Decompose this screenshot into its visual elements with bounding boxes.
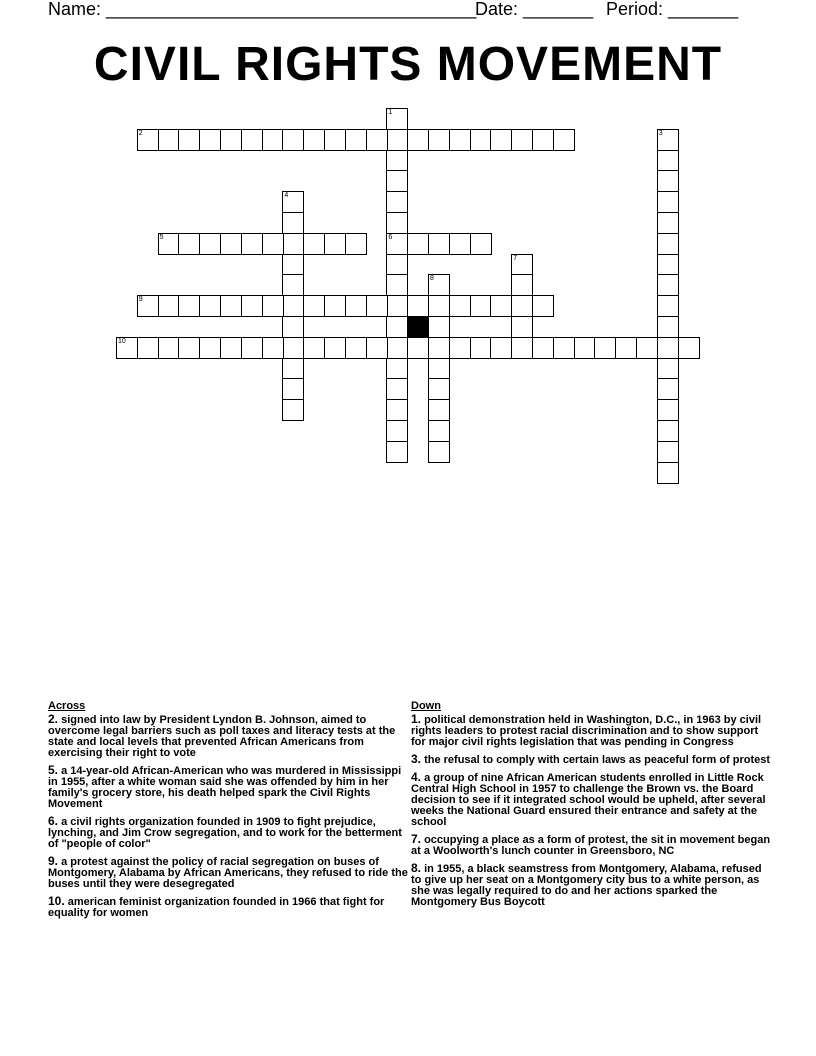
crossword-cell[interactable]	[386, 399, 408, 421]
clue-number: 10	[118, 337, 126, 345]
crossword-cell[interactable]	[199, 129, 221, 151]
crossword-cell[interactable]	[428, 316, 450, 338]
crossword-cell[interactable]	[158, 129, 180, 151]
crossword-cell[interactable]	[386, 170, 408, 192]
clue-number: 6	[388, 233, 393, 241]
clue-label-number: 7.	[411, 832, 422, 846]
clue-label-number: 3.	[411, 752, 422, 766]
across-heading: Across	[48, 700, 86, 712]
clue-text: signed into law by President Lyndon B. Johnson, aimed to overcome legal barriers such as poll taxes and literacy tests at the state and local levels that prevented African Americans from exercising their right to vote	[48, 714, 396, 759]
clue-text: a group of nine African American students enrolled in Little Rock Central High School in 1957 to challenge the Brown vs. the Board decision to see if it integrated school would be upheld, after several weeks the National Guard ensured their entrance and safety at the school	[411, 772, 766, 828]
crossword-cell[interactable]	[303, 129, 325, 151]
crossword-cell[interactable]	[532, 295, 554, 317]
crossword-cell[interactable]	[470, 129, 492, 151]
crossword-cell[interactable]	[511, 129, 533, 151]
crossword-cell[interactable]	[386, 295, 408, 317]
down-clues	[411, 700, 771, 914]
clue-number: 9	[138, 296, 143, 304]
across-clue	[48, 856, 408, 890]
clue-label-number: 9.	[48, 854, 59, 868]
clue-label-number: 2.	[48, 712, 59, 726]
crossword-cell[interactable]	[282, 316, 304, 338]
crossword-cell[interactable]	[282, 129, 304, 151]
clue-label-number: 1.	[411, 712, 422, 726]
clue-number: 2	[138, 129, 143, 137]
crossword-cell[interactable]	[220, 233, 242, 255]
crossword-cell[interactable]	[282, 274, 304, 296]
across-clue	[48, 765, 408, 810]
crossword-cell[interactable]	[137, 129, 159, 151]
crossword-cell[interactable]	[386, 129, 408, 151]
crossword-cell[interactable]	[303, 337, 325, 359]
crossword-cell[interactable]	[553, 129, 575, 151]
crossword-cell[interactable]	[345, 295, 367, 317]
crossword-cell[interactable]	[407, 233, 429, 255]
crossword-cell[interactable]	[428, 274, 450, 296]
crossword-cell[interactable]	[407, 295, 429, 317]
crossword-cell[interactable]	[241, 129, 263, 151]
crossword-grid	[0, 0, 816, 520]
crossword-cell[interactable]	[657, 295, 679, 317]
clue-label-number: 5.	[48, 763, 59, 777]
clue-text: in 1955, a black seamstress from Montgomery, Alabama, refused to give up her seat on a Montgomery city bus to a white person, as she was legally required to do and her actions sparked the Montgomery Bus Boycott	[411, 863, 762, 908]
across-clue	[48, 816, 408, 850]
clue-text: occupying a place as a form of protest, the sit in movement began at a Woolworth's lunch counter in Greensboro, NC	[411, 834, 771, 857]
crossword-cell[interactable]	[324, 337, 346, 359]
clue-label-number: 6.	[48, 814, 59, 828]
crossword-cell[interactable]	[407, 129, 429, 151]
crossword-cell[interactable]	[137, 337, 159, 359]
clue-text: a protest against the policy of racial segregation on buses of Montgomery, Alabama by African Americans, they refused to ride the buses until they were desegregated	[48, 856, 408, 890]
crossword-cell[interactable]	[657, 441, 679, 463]
crossword-cell[interactable]	[428, 358, 450, 380]
crossword-cell[interactable]	[386, 274, 408, 296]
crossword-cell[interactable]	[241, 295, 263, 317]
clue-label-number: 4.	[411, 770, 422, 784]
crossword-cell[interactable]	[158, 233, 180, 255]
clue-label-number: 8.	[411, 861, 422, 875]
page-title: CIVIL RIGHTS MOVEMENT	[93, 38, 723, 91]
crossword-cell[interactable]	[490, 129, 512, 151]
crossword-cell[interactable]	[386, 233, 408, 255]
across-clue	[48, 896, 408, 919]
down-clue	[411, 834, 771, 857]
crossword-cell[interactable]	[158, 337, 180, 359]
crossword-cell[interactable]	[324, 129, 346, 151]
across-clue	[48, 714, 408, 759]
crossword-cell[interactable]	[282, 212, 304, 234]
clue-number: 7	[513, 254, 518, 262]
crossword-cell[interactable]	[282, 233, 304, 255]
down-clue	[411, 754, 771, 766]
crossword-cell[interactable]	[532, 129, 554, 151]
down-clue	[411, 772, 771, 828]
crossword-cell[interactable]	[178, 233, 200, 255]
crossword-cell[interactable]	[178, 337, 200, 359]
crossword-cell[interactable]	[636, 337, 658, 359]
crossword-cell[interactable]	[386, 378, 408, 400]
across-clues	[48, 700, 408, 925]
crossword-cell[interactable]	[657, 129, 679, 151]
crossword-cell[interactable]	[366, 337, 388, 359]
date-field[interactable]: Date: _______	[475, 0, 594, 19]
clue-label-number: 10.	[48, 894, 65, 908]
crossword-cell[interactable]	[386, 441, 408, 463]
clue-text: political demonstration held in Washington, D.C., in 1963 by civil rights leaders to protest racial discrimination and to show support for major civil rights legislation that was pending in Congress	[411, 714, 762, 748]
down-clue	[411, 863, 771, 908]
crossword-cell[interactable]	[282, 378, 304, 400]
crossword-cell[interactable]	[178, 295, 200, 317]
period-field[interactable]: Period: _______	[606, 0, 739, 19]
crossword-cell[interactable]	[428, 129, 450, 151]
crossword-cell[interactable]	[386, 191, 408, 213]
crossword-cell[interactable]	[657, 150, 679, 172]
crossword-cell[interactable]	[199, 337, 221, 359]
crossword-cell[interactable]	[490, 295, 512, 317]
crossword-cell[interactable]	[449, 337, 471, 359]
crossword-cell[interactable]	[428, 233, 450, 255]
crossword-cell[interactable]	[366, 295, 388, 317]
crossword-cell[interactable]	[657, 420, 679, 442]
crossword-cell[interactable]	[657, 399, 679, 421]
clue-text: american feminist organization founded in 1966 that fight for equality for women	[48, 896, 385, 919]
crossword-cell[interactable]	[386, 212, 408, 234]
crossword-cell[interactable]	[594, 337, 616, 359]
crossword-cell[interactable]	[511, 337, 533, 359]
crossword-cell[interactable]	[386, 337, 408, 359]
crossword-cell[interactable]	[574, 337, 596, 359]
crossword-cell[interactable]	[511, 274, 533, 296]
crossword-cell[interactable]	[366, 129, 388, 151]
crossword-cell[interactable]	[490, 337, 512, 359]
crossword-cell[interactable]	[262, 337, 284, 359]
crossword-cell[interactable]	[282, 191, 304, 213]
crossword-cell[interactable]	[657, 191, 679, 213]
crossword-cell[interactable]	[282, 358, 304, 380]
crossword-cell[interactable]	[303, 295, 325, 317]
crossword-cell[interactable]	[470, 233, 492, 255]
down-clue	[411, 714, 771, 748]
clue-text: a civil rights organization founded in 1909 to fight prejudice, lynching, and Jim Crow segregation, and to work for the betterment of "people of color"	[48, 816, 402, 850]
crossword-cell[interactable]	[449, 233, 471, 255]
crossword-cell[interactable]	[428, 337, 450, 359]
clue-number: 4	[284, 192, 289, 200]
crossword-cell[interactable]	[262, 129, 284, 151]
crossword-cell[interactable]	[262, 295, 284, 317]
crossword-cell[interactable]	[241, 233, 263, 255]
crossword-cell[interactable]	[282, 295, 304, 317]
crossword-cell[interactable]	[657, 274, 679, 296]
crossword-cell[interactable]	[158, 295, 180, 317]
crossword-cell[interactable]	[657, 170, 679, 192]
crossword-cell[interactable]	[428, 295, 450, 317]
crossword-cell[interactable]	[241, 337, 263, 359]
crossword-cell[interactable]	[511, 254, 533, 276]
crossword-cell[interactable]	[386, 150, 408, 172]
crossword-cell[interactable]	[428, 441, 450, 463]
crossword-cell[interactable]	[428, 378, 450, 400]
crossword-cell[interactable]	[470, 295, 492, 317]
crossword-cell[interactable]	[386, 358, 408, 380]
crossword-cell[interactable]	[199, 295, 221, 317]
crossword-cell[interactable]	[386, 108, 408, 130]
name-field[interactable]: Name: _____________________________________	[48, 0, 477, 19]
crossword-cell[interactable]	[428, 420, 450, 442]
crossword-cell[interactable]	[449, 129, 471, 151]
crossword-cell[interactable]	[657, 316, 679, 338]
crossword-cell[interactable]	[178, 129, 200, 151]
crossword-cell[interactable]	[345, 337, 367, 359]
crossword-cell[interactable]	[386, 420, 408, 442]
crossword-cell[interactable]	[386, 316, 408, 338]
crossword-cell[interactable]	[262, 233, 284, 255]
crossword-cell[interactable]	[345, 233, 367, 255]
clue-number: 8	[430, 275, 434, 283]
crossword-cell[interactable]	[324, 295, 346, 317]
black-cell	[407, 316, 429, 338]
crossword-cell[interactable]	[678, 337, 700, 359]
crossword-cell[interactable]	[345, 129, 367, 151]
crossword-cell[interactable]	[657, 358, 679, 380]
crossword-cell[interactable]	[657, 462, 679, 484]
crossword-cell[interactable]	[511, 295, 533, 317]
crossword-cell[interactable]	[532, 337, 554, 359]
crossword-cell[interactable]	[220, 295, 242, 317]
crossword-cell[interactable]	[428, 399, 450, 421]
crossword-cell[interactable]	[657, 212, 679, 234]
crossword-cell[interactable]	[220, 337, 242, 359]
crossword-cell[interactable]	[657, 337, 679, 359]
clue-number: 3	[658, 129, 663, 137]
clue-text: a 14-year-old African-American who was murdered in Mississippi in 1955, after a white woman said she was offended by him in her family's grocery store, his death helped spark the Civil Rights Movement	[48, 765, 402, 810]
crossword-cell[interactable]	[511, 316, 533, 338]
crossword-cell[interactable]	[615, 337, 637, 359]
crossword-cell[interactable]	[553, 337, 575, 359]
crossword-cell[interactable]	[116, 337, 138, 359]
clue-number: 1	[388, 109, 393, 116]
clue-text: the refusal to comply with certain laws as peaceful form of protest	[424, 754, 771, 766]
crossword-cell[interactable]	[199, 233, 221, 255]
crossword-cell[interactable]	[657, 233, 679, 255]
down-heading: Down	[411, 700, 441, 712]
clue-number: 5	[159, 233, 164, 241]
crossword-cell[interactable]	[303, 233, 325, 255]
crossword-cell[interactable]	[324, 233, 346, 255]
crossword-cell[interactable]	[657, 254, 679, 276]
crossword-cell[interactable]	[137, 295, 159, 317]
crossword-cell[interactable]	[407, 337, 429, 359]
crossword-cell[interactable]	[470, 337, 492, 359]
crossword-cell[interactable]	[282, 254, 304, 276]
crossword-cell[interactable]	[657, 378, 679, 400]
crossword-cell[interactable]	[386, 254, 408, 276]
crossword-cell[interactable]	[220, 129, 242, 151]
crossword-cell[interactable]	[282, 399, 304, 421]
crossword-cell[interactable]	[282, 337, 304, 359]
crossword-cell[interactable]	[449, 295, 471, 317]
